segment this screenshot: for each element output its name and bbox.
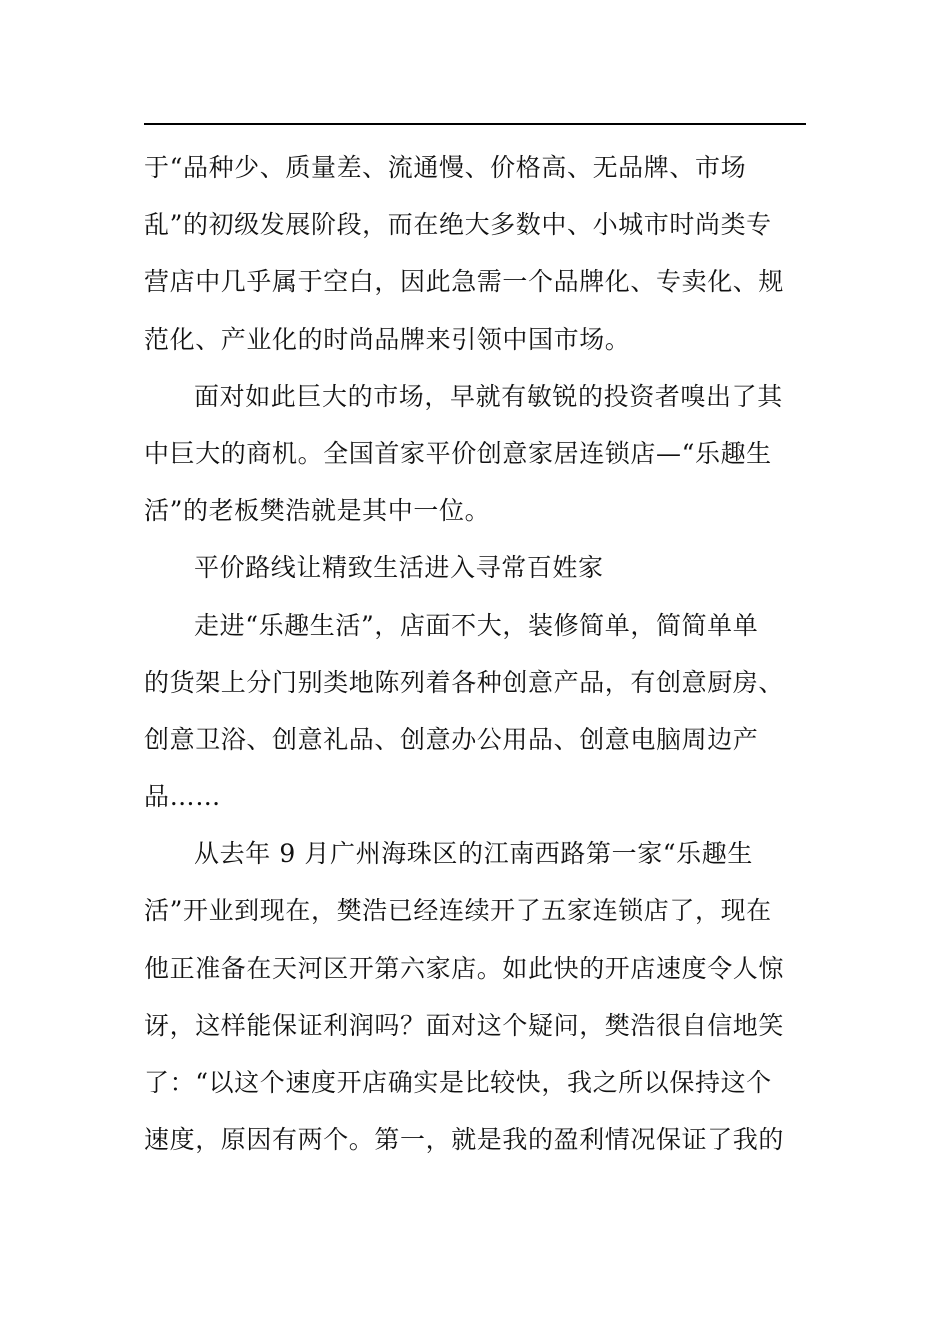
text-line: 乱”的初级发展阶段，而在绝大多数中、小城市时尚类专 xyxy=(144,210,772,240)
paragraph-start-line: 面对如此巨大的市场，早就有敏锐的投资者嗅出了其 xyxy=(194,381,783,411)
text-line: 了：“以这个速度开店确实是比较快，我之所以保持这个 xyxy=(144,1068,772,1097)
paragraph-start-line: 走进“乐趣生活”，店面不大，装修简单，简简单单 xyxy=(194,610,759,640)
text-line: 讶，这样能保证利润吗？面对这个疑问，樊浩很自信地笑 xyxy=(144,1010,785,1040)
paragraph-start-line: 从去年 9 月广州海珠区的江南西路第一家“乐趣生 xyxy=(194,839,753,869)
text-line: 他正准备在天河区开第六家店。如此快的开店速度令人惊 xyxy=(144,953,785,983)
text-line: 创意卫浴、创意礼品、创意办公用品、创意电脑周边产 xyxy=(144,724,759,754)
text-line: 营店中几乎属于空白，因此急需一个品牌化、专卖化、规 xyxy=(144,267,785,297)
text-line: 于“品种少、质量差、流通慢、价格高、无品牌、市场 xyxy=(144,153,747,182)
text-line: 的货架上分门别类地陈列着各种创意产品，有创意厨房、 xyxy=(144,667,785,697)
header-rule xyxy=(144,123,806,125)
body-text xyxy=(144,145,784,1174)
text-line: 品…… xyxy=(144,782,221,812)
text-line: 速度，原因有两个。第一，就是我的盈利情况保证了我的 xyxy=(144,1125,785,1155)
section-subheading: 平价路线让精致生活进入寻常百姓家 xyxy=(194,553,604,583)
text-line: 活”的老板樊浩就是其中一位。 xyxy=(144,496,491,526)
text-line: 范化、产业化的时尚品牌来引领中国市场。 xyxy=(144,324,631,354)
text-line: 活”开业到现在，樊浩已经连续开了五家连锁店了，现在 xyxy=(144,896,772,926)
text-line: 中巨大的商机。全国首家平价创意家居连锁店—“乐趣生 xyxy=(144,438,772,468)
